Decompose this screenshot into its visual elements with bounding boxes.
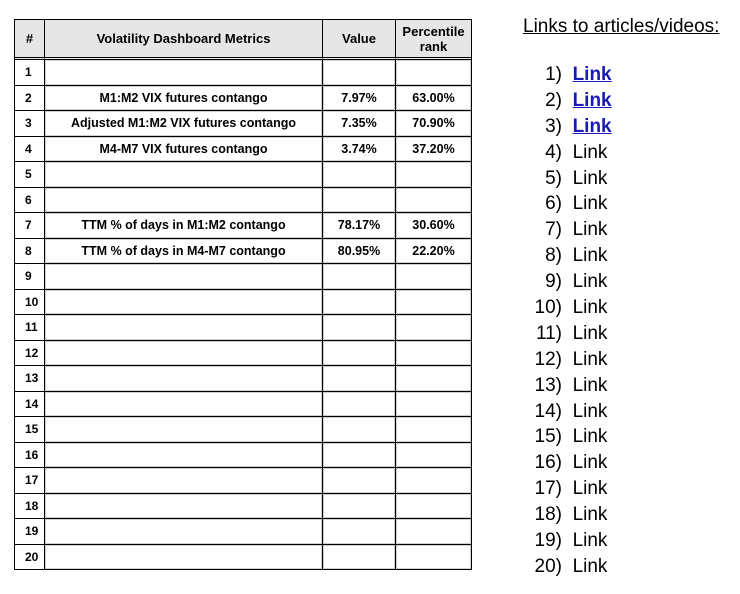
percentile-cell [396, 417, 471, 443]
header-value: Value [323, 20, 396, 60]
link-item [523, 554, 737, 580]
link-number: 7) [545, 219, 562, 241]
percentile-cell: 37.20% [396, 137, 471, 163]
row-number: 18 [15, 494, 45, 520]
value-cell [323, 468, 396, 494]
value-cell: 80.95% [323, 239, 396, 265]
value-cell [323, 315, 396, 341]
table-row [15, 494, 471, 520]
metric-cell [45, 545, 323, 570]
value-cell [323, 494, 396, 520]
value-cell [323, 188, 396, 214]
row-number: 10 [15, 290, 45, 316]
table-row [15, 545, 471, 570]
table-row [15, 162, 471, 188]
link-number: 2) [545, 89, 562, 111]
value-cell [323, 545, 396, 570]
metric-cell [45, 162, 323, 188]
link-item [523, 373, 737, 399]
value-cell [323, 443, 396, 469]
table-row [15, 188, 471, 214]
row-number: 1 [15, 60, 45, 86]
row-number: 20 [15, 545, 45, 570]
link-number: 10) [534, 297, 562, 319]
percentile-cell [396, 341, 471, 367]
link-label: Link [572, 530, 608, 552]
table-row [15, 290, 471, 316]
value-cell [323, 392, 396, 418]
table-row [15, 60, 471, 86]
link-number: 19) [534, 530, 562, 552]
metric-cell [45, 468, 323, 494]
link-item [523, 243, 737, 269]
link-label: Link [572, 271, 608, 293]
percentile-cell [396, 366, 471, 392]
row-number: 19 [15, 519, 45, 545]
link-number: 12) [534, 348, 562, 370]
metric-cell [45, 60, 323, 86]
link-item [523, 191, 737, 217]
link-item [523, 528, 737, 554]
table-row [15, 264, 471, 290]
link-item [523, 450, 737, 476]
article-link[interactable]: Link [572, 89, 612, 111]
percentile-cell [396, 60, 471, 86]
metric-cell [45, 443, 323, 469]
link-item[interactable] [523, 62, 737, 88]
table-row [15, 417, 471, 443]
link-item [523, 140, 737, 166]
value-cell [323, 264, 396, 290]
table-row [15, 137, 471, 163]
percentile-cell [396, 545, 471, 570]
table-header-row [15, 20, 471, 60]
percentile-cell: 30.60% [396, 213, 471, 239]
table-row [15, 213, 471, 239]
link-number: 9) [545, 271, 562, 293]
link-number: 16) [534, 452, 562, 474]
links-list [523, 62, 737, 580]
metric-cell [45, 366, 323, 392]
metrics-table [14, 19, 472, 570]
row-number: 15 [15, 417, 45, 443]
link-number: 5) [545, 167, 562, 189]
percentile-cell [396, 468, 471, 494]
table-row [15, 519, 471, 545]
metric-cell: M1:M2 VIX futures contango [45, 86, 323, 112]
header-metric: Volatility Dashboard Metrics [45, 20, 323, 60]
link-label: Link [572, 322, 608, 344]
row-number: 7 [15, 213, 45, 239]
metric-cell [45, 341, 323, 367]
header-number: # [15, 20, 45, 60]
link-item [523, 269, 737, 295]
link-label: Link [572, 478, 608, 500]
table-row [15, 86, 471, 112]
link-item [523, 347, 737, 373]
table-row [15, 239, 471, 265]
row-number: 16 [15, 443, 45, 469]
row-number: 11 [15, 315, 45, 341]
link-label: Link [572, 555, 608, 577]
percentile-cell [396, 519, 471, 545]
link-label: Link [572, 374, 608, 396]
link-label: Link [572, 297, 608, 319]
value-cell [323, 341, 396, 367]
percentile-cell [396, 264, 471, 290]
link-item [523, 321, 737, 347]
link-number: 14) [534, 400, 562, 422]
link-item[interactable] [523, 114, 737, 140]
table-row [15, 366, 471, 392]
value-cell [323, 290, 396, 316]
metric-cell: TTM % of days in M1:M2 contango [45, 213, 323, 239]
table-row [15, 341, 471, 367]
link-number: 13) [534, 374, 562, 396]
percentile-cell [396, 443, 471, 469]
metric-cell [45, 264, 323, 290]
percentile-cell: 70.90% [396, 111, 471, 137]
link-label: Link [572, 504, 608, 526]
value-cell [323, 366, 396, 392]
links-heading: Links to articles/videos: [523, 16, 720, 37]
row-number: 12 [15, 341, 45, 367]
link-number: 20) [534, 555, 562, 577]
link-item [523, 295, 737, 321]
link-number: 18) [534, 504, 562, 526]
percentile-cell [396, 290, 471, 316]
percentile-cell [396, 188, 471, 214]
link-item[interactable] [523, 88, 737, 114]
link-number: 1) [545, 64, 562, 85]
metric-cell: M4-M7 VIX futures contango [45, 137, 323, 163]
value-cell: 78.17% [323, 213, 396, 239]
article-link[interactable]: Link [572, 115, 612, 137]
metric-cell [45, 188, 323, 214]
value-cell: 7.97% [323, 86, 396, 112]
percentile-cell: 63.00% [396, 86, 471, 112]
link-number: 4) [545, 141, 562, 163]
link-label: Link [572, 167, 608, 189]
link-number: 3) [545, 115, 562, 137]
value-cell [323, 162, 396, 188]
value-cell [323, 417, 396, 443]
table-row [15, 392, 471, 418]
link-number: 11) [535, 322, 562, 344]
table-row [15, 468, 471, 494]
link-item [523, 166, 737, 192]
link-item [523, 502, 737, 528]
row-number: 9 [15, 264, 45, 290]
row-number: 6 [15, 188, 45, 214]
metric-cell [45, 417, 323, 443]
links-panel [523, 16, 737, 580]
metric-cell [45, 315, 323, 341]
link-label: Link [572, 245, 608, 267]
row-number: 3 [15, 111, 45, 137]
percentile-cell [396, 315, 471, 341]
link-number: 17) [534, 478, 562, 500]
row-number: 13 [15, 366, 45, 392]
article-link[interactable]: Link [572, 64, 612, 85]
row-number: 17 [15, 468, 45, 494]
metric-cell: Adjusted M1:M2 VIX futures contango [45, 111, 323, 137]
percentile-cell: 22.20% [396, 239, 471, 265]
metric-cell [45, 494, 323, 520]
value-cell: 3.74% [323, 137, 396, 163]
value-cell [323, 519, 396, 545]
link-label: Link [572, 400, 608, 422]
link-number: 8) [545, 245, 562, 267]
metric-cell [45, 519, 323, 545]
table-row [15, 443, 471, 469]
link-number: 6) [545, 193, 562, 215]
link-item [523, 217, 737, 243]
percentile-cell [396, 162, 471, 188]
row-number: 5 [15, 162, 45, 188]
table-body [15, 60, 471, 569]
metric-cell [45, 392, 323, 418]
link-label: Link [572, 426, 608, 448]
link-item [523, 424, 737, 450]
table-row [15, 315, 471, 341]
link-label: Link [572, 348, 608, 370]
link-label: Link [572, 452, 608, 474]
link-label: Link [572, 219, 608, 241]
metric-cell: TTM % of days in M4-M7 contango [45, 239, 323, 265]
link-item [523, 476, 737, 502]
table-row [15, 111, 471, 137]
row-number: 2 [15, 86, 45, 112]
value-cell [323, 60, 396, 86]
percentile-cell [396, 392, 471, 418]
link-number: 15) [534, 426, 562, 448]
link-item [523, 399, 737, 425]
value-cell: 7.35% [323, 111, 396, 137]
link-label: Link [572, 141, 608, 163]
metric-cell [45, 290, 323, 316]
row-number: 4 [15, 137, 45, 163]
header-percentile-rank: Percentile rank [396, 20, 471, 60]
row-number: 14 [15, 392, 45, 418]
percentile-cell [396, 494, 471, 520]
row-number: 8 [15, 239, 45, 265]
link-label: Link [572, 193, 608, 215]
